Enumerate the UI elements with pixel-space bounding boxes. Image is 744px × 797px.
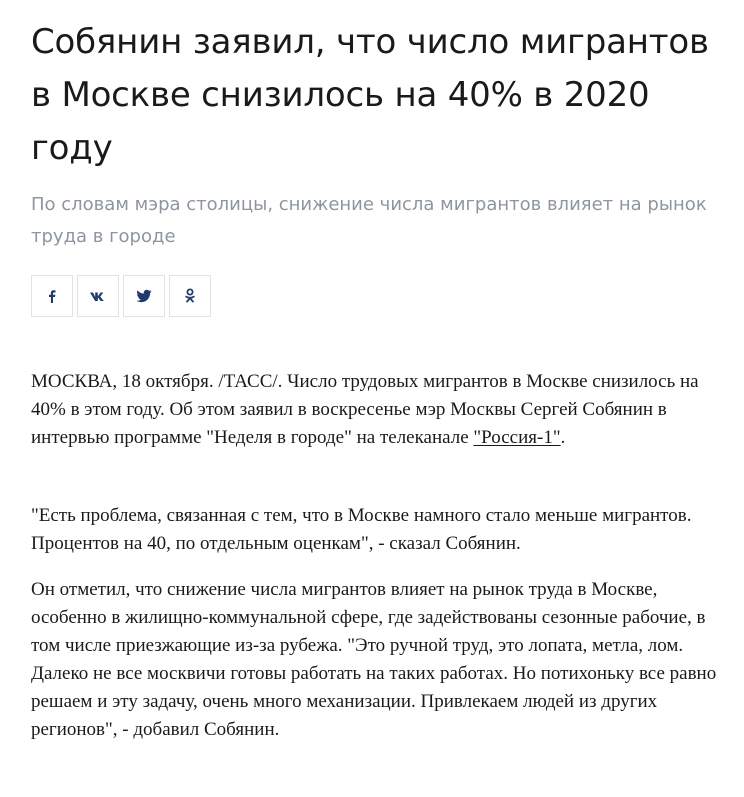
article-paragraph <box>31 368 721 452</box>
odnoklassniki-icon <box>184 288 196 304</box>
article-paragraph: Он отметил, что снижение числа мигрантов влияет на рынок труда в Москве, особенно в жилищно-коммунальной сфере, где задействованы сезонные рабочие, в том числе приезжающие из-за рубежа. "Это ручной труд, это лопата, метла, лом. Далеко не все москвичи готовы работать на таких работах. Но потихоньку все равно решаем и эту задачу, очень много механизации. Привлекаем людей из других регионов", - добавил Собянин. <box>31 579 717 740</box>
share-buttons <box>31 275 211 317</box>
share-vk-button[interactable] <box>77 275 119 317</box>
paragraph-text: МОСКВА, 18 октября. /ТАСС/. Число трудовых мигрантов в Москве снизилось на 40% в этом году. Об этом заявил в воскресенье мэр Москвы Сергей Собянин в интервью программе "Неделя в городе" на телеканале <box>31 371 699 448</box>
paragraph-text-end: . <box>560 427 566 448</box>
share-twitter-button[interactable] <box>123 275 165 317</box>
twitter-icon <box>136 289 152 303</box>
article-headline: Собянин заявил, что число мигрантов в Москве снизилось на 40% в 2020 году <box>31 22 709 168</box>
facebook-icon <box>46 289 58 303</box>
vk-icon <box>89 290 107 302</box>
article-lead: По словам мэра столицы, снижение числа мигрантов влияет на рынок труда в городе <box>31 194 707 247</box>
article-paragraph: "Есть проблема, связанная с тем, что в Москве намного стало меньше мигрантов. Процентов на 40, по отдельным оценкам", - сказал Собянин. <box>31 505 692 554</box>
share-facebook-button[interactable] <box>31 275 73 317</box>
share-odnoklassniki-button[interactable] <box>169 275 211 317</box>
channel-link[interactable]: "Россия-1" <box>473 427 561 448</box>
